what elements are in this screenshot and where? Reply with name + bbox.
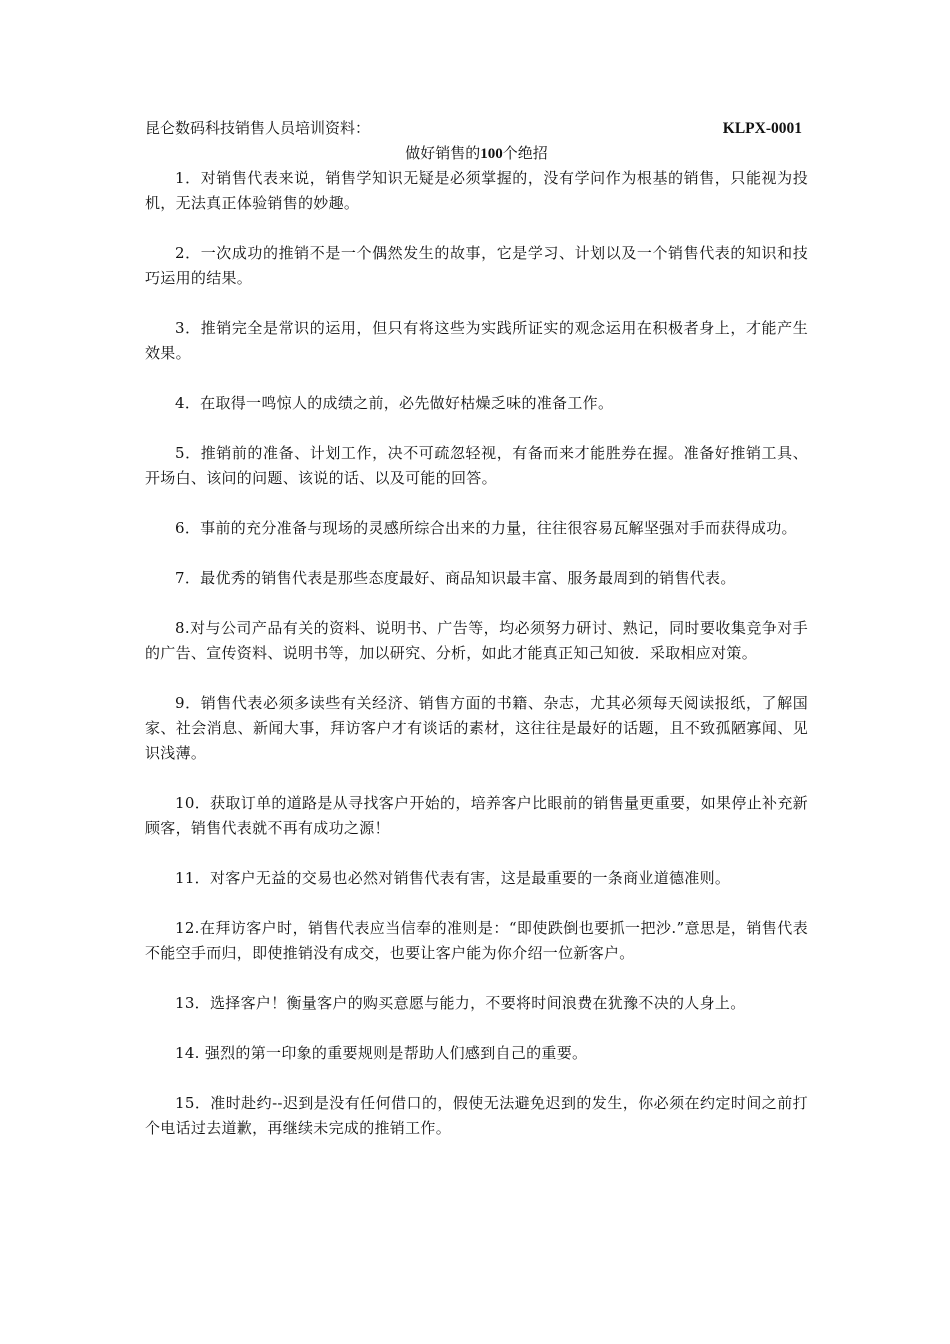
document-title — [145, 141, 808, 166]
tip-item-4: 4．在取得一鸣惊人的成绩之前，必先做好枯燥乏味的准备工作。 — [175, 394, 614, 412]
tip-item-11: 11．对客户无益的交易也必然对销售代表有害，这是最重要的一条商业道德准则。 — [175, 869, 731, 887]
tip-item-3: 3．推销完全是常识的运用，但只有将这些为实践所证实的观念运用在积极者身上，才能产生效果。 — [145, 319, 808, 362]
tip-item-6: 6．事前的充分准备与现场的灵感所综合出来的力量，往往很容易瓦解坚强对手而获得成功。 — [175, 519, 797, 537]
tip-item-15: 15．准时赴约--迟到是没有任何借口的，假使无法避免迟到的发生，你必须在约定时间之前打个电话过去道歉，再继续未完成的推销工作。 — [145, 1094, 808, 1137]
document-page — [145, 116, 808, 1166]
title-number: 100 — [480, 146, 503, 162]
tip-item-12: 12.在拜访客户时，销售代表应当信奉的准则是：“即使跌倒也要抓一把沙.”意思是，销售代表不能空手而归，即使推销没有成交，也要让客户能为你介绍一位新客户。 — [145, 919, 808, 962]
tip-item-9: 9．销售代表必须多读些有关经济、销售方面的书籍、杂志，尤其必须每天阅读报纸，了解国家、社会消息、新闻大事，拜访客户才有谈话的素材，这往往是最好的话题，且不致孤陋寡闻、见识浅薄。 — [145, 694, 808, 762]
tip-item-14: 14. 强烈的第一印象的重要规则是帮助人们感到自己的重要。 — [175, 1044, 588, 1062]
tip-item-5: 5．推销前的准备、计划工作，决不可疏忽轻视，有备而来才能胜券在握。准备好推销工具、开场白、该问的问题、该说的话、以及可能的回答。 — [145, 444, 808, 487]
title-prefix: 做好销售的 — [405, 144, 481, 162]
document-header — [145, 116, 808, 141]
tip-item-2: 2．一次成功的推销不是一个偶然发生的故事，它是学习、计划以及一个销售代表的知识和技巧运用的结果。 — [145, 244, 808, 287]
tip-item-7: 7．最优秀的销售代表是那些态度最好、商品知识最丰富、服务最周到的销售代表。 — [175, 569, 736, 587]
tip-item-10: 10．获取订单的道路是从寻找客户开始的，培养客户比眼前的销售量更重要，如果停止补充新顾客，销售代表就不再有成功之源！ — [145, 794, 808, 837]
company-training-line: 昆仑数码科技销售人员培训资料： — [145, 119, 371, 137]
tip-item-1: 1．对销售代表来说，销售学知识无疑是必须掌握的，没有学问作为根基的销售，只能视为投机，无法真正体验销售的妙趣。 — [145, 169, 808, 212]
tip-item-8: 8.对与公司产品有关的资料、说明书、广告等，均必须努力研讨、熟记，同时要收集竞争对手的广告、宣传资料、说明书等，加以研究、分析，如此才能真正知己知彼．采取相应对策。 — [145, 619, 808, 662]
document-code: KLPX-0001 — [722, 120, 802, 137]
title-suffix: 个绝招 — [502, 144, 548, 162]
tip-item-13: 13．选择客户！衡量客户的购买意愿与能力，不要将时间浪费在犹豫不决的人身上。 — [175, 994, 746, 1012]
